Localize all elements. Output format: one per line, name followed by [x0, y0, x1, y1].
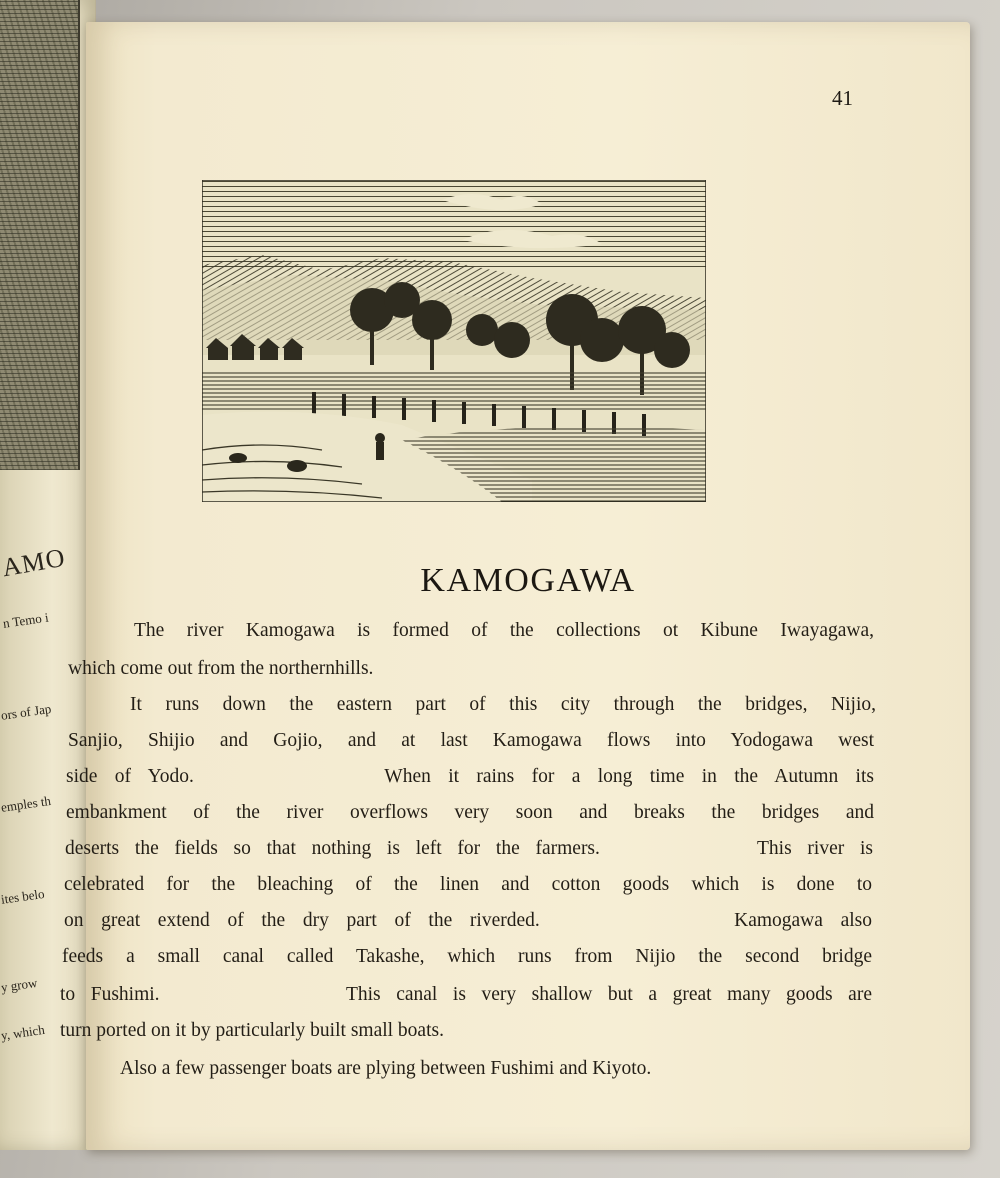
previous-page-text-fragment: n Temo i [2, 609, 50, 631]
body-line: which come out from the northernhills. [68, 658, 374, 679]
body-line: Sanjio, Shijio and Gojio, and at last Kamogawa flows into Yodogawa west [68, 730, 874, 751]
previous-page-edge [0, 0, 96, 1150]
body-line: deserts the fields so that nothing is left for the farmers. This river is [65, 838, 873, 859]
body-line: feeds a small canal called Takashe, which runs from Nijio the second bridge [62, 946, 872, 967]
previous-page-text-fragment: y grow [0, 974, 39, 995]
body-line: turn ported on it by particularly built small boats. [60, 1020, 444, 1041]
body-line: It runs down the eastern part of this city through the bridges, Nijio, [130, 694, 876, 715]
previous-page-illustration [0, 0, 80, 470]
previous-page-heading-fragment: AMO [0, 542, 68, 583]
river-landscape-engraving-icon [202, 180, 706, 502]
body-line: embankment of the river overflows very soon and breaks the bridges and [66, 802, 874, 823]
body-line: side of Yodo. When it rains for a long time in the Autumn its [66, 766, 874, 787]
previous-page-text-fragment: ites belo [0, 885, 46, 907]
previous-page-text-fragment: y, which [0, 1021, 46, 1043]
body-line: The river Kamogawa is formed of the collections ot Kibune Iwayagawa, [134, 620, 874, 641]
previous-page-text-fragment: emples th [0, 793, 52, 815]
body-line: to Fushimi. This canal is very shallow but a great many goods are [60, 984, 872, 1005]
book-page [60, 22, 970, 1150]
article-title: KAMOGAWA [420, 562, 636, 599]
body-line: on great extend of the dry part of the riverded. Kamogawa also [64, 910, 872, 931]
page-number: 41 [832, 86, 853, 110]
body-line: celebrated for the bleaching of the linen and cotton goods which is done to [64, 874, 872, 895]
previous-page-text-fragment: ors of Jap [0, 700, 53, 723]
body-line: Also a few passenger boats are plying between Fushimi and Kiyoto. [120, 1058, 652, 1079]
